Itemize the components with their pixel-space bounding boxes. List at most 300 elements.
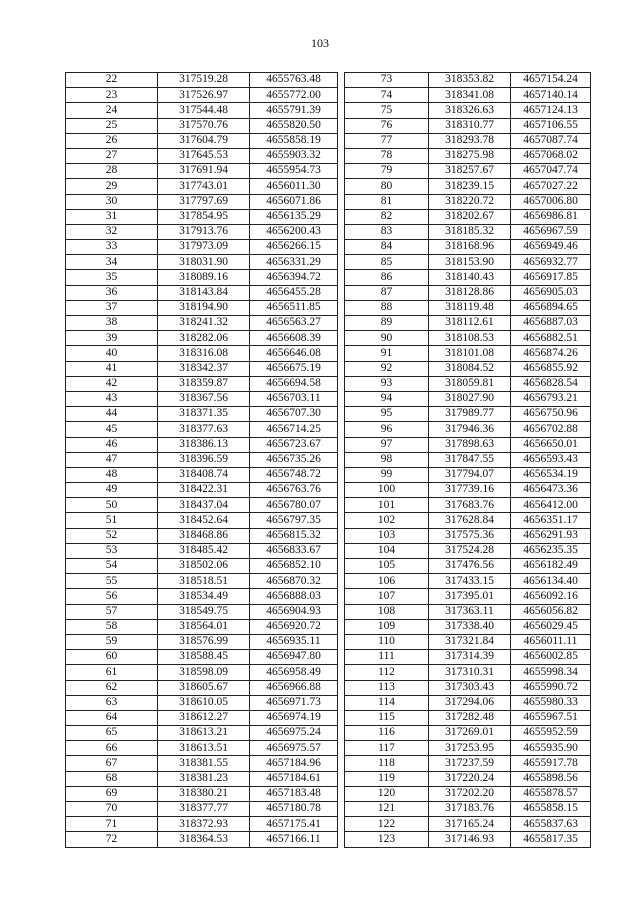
point-number-cell: 102 bbox=[345, 513, 429, 528]
point-number-cell: 94 bbox=[345, 391, 429, 406]
point-number-cell: 69 bbox=[66, 786, 158, 801]
point-number-cell: 100 bbox=[345, 483, 429, 498]
table-row bbox=[66, 194, 338, 209]
point-number-cell: 73 bbox=[345, 73, 429, 88]
table-row bbox=[345, 179, 591, 194]
point-number-cell: 53 bbox=[66, 543, 158, 558]
y-coordinate-cell: 4656703.11 bbox=[250, 391, 338, 406]
y-coordinate-cell: 4656986.81 bbox=[511, 209, 591, 224]
y-coordinate-cell: 4656694.58 bbox=[250, 376, 338, 391]
y-coordinate-cell: 4655898.56 bbox=[511, 771, 591, 786]
y-coordinate-cell: 4656092.16 bbox=[511, 589, 591, 604]
x-coordinate-cell: 318605.67 bbox=[158, 680, 250, 695]
point-number-cell: 112 bbox=[345, 665, 429, 680]
table-row bbox=[345, 391, 591, 406]
x-coordinate-cell: 318468.86 bbox=[158, 528, 250, 543]
y-coordinate-cell: 4656966.88 bbox=[250, 680, 338, 695]
x-coordinate-cell: 317739.16 bbox=[429, 483, 511, 498]
table-row bbox=[345, 771, 591, 786]
table-row bbox=[66, 316, 338, 331]
y-coordinate-cell: 4655772.00 bbox=[250, 88, 338, 103]
point-number-cell: 77 bbox=[345, 133, 429, 148]
x-coordinate-cell: 318518.51 bbox=[158, 574, 250, 589]
y-coordinate-cell: 4656534.19 bbox=[511, 467, 591, 482]
table-row bbox=[345, 528, 591, 543]
x-coordinate-cell: 317898.63 bbox=[429, 437, 511, 452]
point-number-cell: 38 bbox=[66, 316, 158, 331]
table-row bbox=[345, 832, 591, 847]
table-row bbox=[345, 88, 591, 103]
point-number-cell: 89 bbox=[345, 316, 429, 331]
y-coordinate-cell: 4656887.03 bbox=[511, 316, 591, 331]
table-row bbox=[345, 756, 591, 771]
point-number-cell: 92 bbox=[345, 361, 429, 376]
point-number-cell: 111 bbox=[345, 650, 429, 665]
y-coordinate-cell: 4655917.78 bbox=[511, 756, 591, 771]
x-coordinate-cell: 318534.49 bbox=[158, 589, 250, 604]
table-row bbox=[66, 513, 338, 528]
table-row bbox=[345, 361, 591, 376]
table-row bbox=[345, 103, 591, 118]
point-number-cell: 48 bbox=[66, 467, 158, 482]
y-coordinate-cell: 4656750.96 bbox=[511, 407, 591, 422]
point-number-cell: 122 bbox=[345, 817, 429, 832]
table-row bbox=[345, 209, 591, 224]
x-coordinate-cell: 317165.24 bbox=[429, 817, 511, 832]
point-number-cell: 66 bbox=[66, 741, 158, 756]
x-coordinate-cell: 318613.21 bbox=[158, 726, 250, 741]
y-coordinate-cell: 4656650.01 bbox=[511, 437, 591, 452]
point-number-cell: 22 bbox=[66, 73, 158, 88]
x-coordinate-cell: 318194.90 bbox=[158, 300, 250, 315]
point-number-cell: 37 bbox=[66, 300, 158, 315]
x-coordinate-cell: 317303.43 bbox=[429, 680, 511, 695]
coordinates-table-right bbox=[344, 72, 591, 848]
y-coordinate-cell: 4656563.27 bbox=[250, 316, 338, 331]
point-number-cell: 35 bbox=[66, 270, 158, 285]
x-coordinate-cell: 318371.35 bbox=[158, 407, 250, 422]
point-number-cell: 36 bbox=[66, 285, 158, 300]
y-coordinate-cell: 4656958.49 bbox=[250, 665, 338, 680]
x-coordinate-cell: 317269.01 bbox=[429, 726, 511, 741]
y-coordinate-cell: 4655935.90 bbox=[511, 741, 591, 756]
x-coordinate-cell: 318168.96 bbox=[429, 240, 511, 255]
x-coordinate-cell: 317794.07 bbox=[429, 467, 511, 482]
y-coordinate-cell: 4657047.74 bbox=[511, 164, 591, 179]
x-coordinate-cell: 317183.76 bbox=[429, 802, 511, 817]
table-row bbox=[66, 786, 338, 801]
table-row bbox=[345, 331, 591, 346]
x-coordinate-cell: 318257.67 bbox=[429, 164, 511, 179]
y-coordinate-cell: 4657166.11 bbox=[250, 832, 338, 847]
x-coordinate-cell: 318119.48 bbox=[429, 300, 511, 315]
x-coordinate-cell: 318380.21 bbox=[158, 786, 250, 801]
point-number-cell: 42 bbox=[66, 376, 158, 391]
point-number-cell: 82 bbox=[345, 209, 429, 224]
point-number-cell: 103 bbox=[345, 528, 429, 543]
point-number-cell: 57 bbox=[66, 604, 158, 619]
x-coordinate-cell: 318485.42 bbox=[158, 543, 250, 558]
table-row bbox=[66, 574, 338, 589]
y-coordinate-cell: 4655837.63 bbox=[511, 817, 591, 832]
table-row bbox=[66, 437, 338, 452]
x-coordinate-cell: 318282.06 bbox=[158, 331, 250, 346]
point-number-cell: 52 bbox=[66, 528, 158, 543]
x-coordinate-cell: 318059.81 bbox=[429, 376, 511, 391]
table-row bbox=[345, 224, 591, 239]
table-row bbox=[345, 650, 591, 665]
x-coordinate-cell: 318153.90 bbox=[429, 255, 511, 270]
x-coordinate-cell: 318342.37 bbox=[158, 361, 250, 376]
y-coordinate-cell: 4656714.25 bbox=[250, 422, 338, 437]
table-row bbox=[345, 73, 591, 88]
y-coordinate-cell: 4656608.39 bbox=[250, 331, 338, 346]
y-coordinate-cell: 4655954.73 bbox=[250, 164, 338, 179]
point-number-cell: 90 bbox=[345, 331, 429, 346]
x-coordinate-cell: 318422.31 bbox=[158, 483, 250, 498]
table-row bbox=[345, 467, 591, 482]
point-number-cell: 45 bbox=[66, 422, 158, 437]
x-coordinate-cell: 317310.31 bbox=[429, 665, 511, 680]
x-coordinate-cell: 318108.53 bbox=[429, 331, 511, 346]
y-coordinate-cell: 4656646.08 bbox=[250, 346, 338, 361]
table-row bbox=[66, 240, 338, 255]
table-row bbox=[66, 407, 338, 422]
table-row bbox=[345, 498, 591, 513]
point-number-cell: 46 bbox=[66, 437, 158, 452]
point-number-cell: 101 bbox=[345, 498, 429, 513]
y-coordinate-cell: 4656855.92 bbox=[511, 361, 591, 376]
y-coordinate-cell: 4656707.30 bbox=[250, 407, 338, 422]
y-coordinate-cell: 4656947.80 bbox=[250, 650, 338, 665]
x-coordinate-cell: 318316.08 bbox=[158, 346, 250, 361]
table-row bbox=[66, 604, 338, 619]
x-coordinate-cell: 318396.59 bbox=[158, 452, 250, 467]
table-row bbox=[66, 209, 338, 224]
page-number: 103 bbox=[311, 36, 329, 50]
x-coordinate-cell: 318202.67 bbox=[429, 209, 511, 224]
y-coordinate-cell: 4656134.40 bbox=[511, 574, 591, 589]
table-row bbox=[66, 285, 338, 300]
x-coordinate-cell: 318381.23 bbox=[158, 771, 250, 786]
point-number-cell: 64 bbox=[66, 710, 158, 725]
y-coordinate-cell: 4656412.00 bbox=[511, 498, 591, 513]
x-coordinate-cell: 317913.76 bbox=[158, 224, 250, 239]
table-row bbox=[345, 407, 591, 422]
x-coordinate-cell: 317314.39 bbox=[429, 650, 511, 665]
table-row bbox=[66, 650, 338, 665]
table-row bbox=[66, 164, 338, 179]
point-number-cell: 56 bbox=[66, 589, 158, 604]
point-number-cell: 84 bbox=[345, 240, 429, 255]
table-row bbox=[345, 513, 591, 528]
y-coordinate-cell: 4657180.78 bbox=[250, 802, 338, 817]
table-row bbox=[66, 710, 338, 725]
x-coordinate-cell: 318353.82 bbox=[429, 73, 511, 88]
point-number-cell: 105 bbox=[345, 559, 429, 574]
x-coordinate-cell: 317321.84 bbox=[429, 634, 511, 649]
table-row bbox=[66, 452, 338, 467]
table-row bbox=[345, 422, 591, 437]
y-coordinate-cell: 4656935.11 bbox=[250, 634, 338, 649]
x-coordinate-cell: 317570.76 bbox=[158, 118, 250, 133]
point-number-cell: 110 bbox=[345, 634, 429, 649]
x-coordinate-cell: 318359.87 bbox=[158, 376, 250, 391]
point-number-cell: 118 bbox=[345, 756, 429, 771]
y-coordinate-cell: 4656917.85 bbox=[511, 270, 591, 285]
y-coordinate-cell: 4656394.72 bbox=[250, 270, 338, 285]
point-number-cell: 24 bbox=[66, 103, 158, 118]
table-row bbox=[66, 756, 338, 771]
y-coordinate-cell: 4655817.35 bbox=[511, 832, 591, 847]
table-row bbox=[345, 619, 591, 634]
y-coordinate-cell: 4656266.15 bbox=[250, 240, 338, 255]
table-row bbox=[345, 559, 591, 574]
table-row bbox=[66, 255, 338, 270]
y-coordinate-cell: 4656833.67 bbox=[250, 543, 338, 558]
y-coordinate-cell: 4656593.43 bbox=[511, 452, 591, 467]
point-number-cell: 59 bbox=[66, 634, 158, 649]
table-row bbox=[345, 726, 591, 741]
point-number-cell: 23 bbox=[66, 88, 158, 103]
x-coordinate-cell: 318239.15 bbox=[429, 179, 511, 194]
point-number-cell: 85 bbox=[345, 255, 429, 270]
point-number-cell: 50 bbox=[66, 498, 158, 513]
table-row bbox=[66, 270, 338, 285]
y-coordinate-cell: 4656331.29 bbox=[250, 255, 338, 270]
y-coordinate-cell: 4657087.74 bbox=[511, 133, 591, 148]
x-coordinate-cell: 318564.01 bbox=[158, 619, 250, 634]
table-row bbox=[66, 498, 338, 513]
table-row bbox=[66, 300, 338, 315]
y-coordinate-cell: 4655980.33 bbox=[511, 695, 591, 710]
table-row bbox=[345, 346, 591, 361]
table-row bbox=[66, 726, 338, 741]
x-coordinate-cell: 318031.90 bbox=[158, 255, 250, 270]
point-number-cell: 68 bbox=[66, 771, 158, 786]
point-number-cell: 114 bbox=[345, 695, 429, 710]
table-row bbox=[345, 300, 591, 315]
table-row bbox=[66, 133, 338, 148]
table-row bbox=[66, 695, 338, 710]
point-number-cell: 120 bbox=[345, 786, 429, 801]
y-coordinate-cell: 4655998.34 bbox=[511, 665, 591, 680]
table-row bbox=[66, 376, 338, 391]
y-coordinate-cell: 4656011.30 bbox=[250, 179, 338, 194]
point-number-cell: 88 bbox=[345, 300, 429, 315]
table-row bbox=[345, 194, 591, 209]
point-number-cell: 78 bbox=[345, 148, 429, 163]
y-coordinate-cell: 4656932.77 bbox=[511, 255, 591, 270]
x-coordinate-cell: 317691.94 bbox=[158, 164, 250, 179]
point-number-cell: 27 bbox=[66, 148, 158, 163]
y-coordinate-cell: 4657124.13 bbox=[511, 103, 591, 118]
point-number-cell: 87 bbox=[345, 285, 429, 300]
y-coordinate-cell: 4655791.39 bbox=[250, 103, 338, 118]
point-number-cell: 71 bbox=[66, 817, 158, 832]
point-number-cell: 26 bbox=[66, 133, 158, 148]
table-row bbox=[66, 422, 338, 437]
table-row bbox=[66, 559, 338, 574]
x-coordinate-cell: 318408.74 bbox=[158, 467, 250, 482]
table-row bbox=[66, 391, 338, 406]
table-row bbox=[345, 802, 591, 817]
point-number-cell: 67 bbox=[66, 756, 158, 771]
x-coordinate-cell: 318112.61 bbox=[429, 316, 511, 331]
y-coordinate-cell: 4656182.49 bbox=[511, 559, 591, 574]
x-coordinate-cell: 318452.64 bbox=[158, 513, 250, 528]
table-row bbox=[66, 88, 338, 103]
x-coordinate-cell: 317220.24 bbox=[429, 771, 511, 786]
y-coordinate-cell: 4656905.03 bbox=[511, 285, 591, 300]
point-number-cell: 119 bbox=[345, 771, 429, 786]
point-number-cell: 43 bbox=[66, 391, 158, 406]
point-number-cell: 121 bbox=[345, 802, 429, 817]
y-coordinate-cell: 4657027.22 bbox=[511, 179, 591, 194]
x-coordinate-cell: 317946.36 bbox=[429, 422, 511, 437]
table-row bbox=[345, 483, 591, 498]
point-number-cell: 54 bbox=[66, 559, 158, 574]
point-number-cell: 108 bbox=[345, 604, 429, 619]
x-coordinate-cell: 318326.63 bbox=[429, 103, 511, 118]
point-number-cell: 109 bbox=[345, 619, 429, 634]
x-coordinate-cell: 317847.55 bbox=[429, 452, 511, 467]
point-number-cell: 107 bbox=[345, 589, 429, 604]
x-coordinate-cell: 317797.69 bbox=[158, 194, 250, 209]
x-coordinate-cell: 317338.40 bbox=[429, 619, 511, 634]
y-coordinate-cell: 4656967.59 bbox=[511, 224, 591, 239]
y-coordinate-cell: 4656780.07 bbox=[250, 498, 338, 513]
y-coordinate-cell: 4657184.61 bbox=[250, 771, 338, 786]
y-coordinate-cell: 4656011.11 bbox=[511, 634, 591, 649]
point-number-cell: 79 bbox=[345, 164, 429, 179]
x-coordinate-cell: 317973.09 bbox=[158, 240, 250, 255]
x-coordinate-cell: 317519.28 bbox=[158, 73, 250, 88]
table-row bbox=[66, 619, 338, 634]
x-coordinate-cell: 318576.99 bbox=[158, 634, 250, 649]
y-coordinate-cell: 4655820.50 bbox=[250, 118, 338, 133]
y-coordinate-cell: 4656894.65 bbox=[511, 300, 591, 315]
y-coordinate-cell: 4656971.73 bbox=[250, 695, 338, 710]
point-number-cell: 63 bbox=[66, 695, 158, 710]
point-number-cell: 116 bbox=[345, 726, 429, 741]
x-coordinate-cell: 317854.95 bbox=[158, 209, 250, 224]
y-coordinate-cell: 4656870.32 bbox=[250, 574, 338, 589]
y-coordinate-cell: 4655952.59 bbox=[511, 726, 591, 741]
table-row bbox=[345, 543, 591, 558]
table-row bbox=[66, 589, 338, 604]
table-row bbox=[345, 316, 591, 331]
point-number-cell: 55 bbox=[66, 574, 158, 589]
y-coordinate-cell: 4656975.24 bbox=[250, 726, 338, 741]
table-row bbox=[66, 361, 338, 376]
y-coordinate-cell: 4656723.67 bbox=[250, 437, 338, 452]
y-coordinate-cell: 4656735.26 bbox=[250, 452, 338, 467]
x-coordinate-cell: 317575.36 bbox=[429, 528, 511, 543]
table-row bbox=[345, 710, 591, 725]
x-coordinate-cell: 318364.53 bbox=[158, 832, 250, 847]
x-coordinate-cell: 318386.13 bbox=[158, 437, 250, 452]
x-coordinate-cell: 317253.95 bbox=[429, 741, 511, 756]
table-row bbox=[66, 483, 338, 498]
x-coordinate-cell: 317645.53 bbox=[158, 148, 250, 163]
y-coordinate-cell: 4656874.26 bbox=[511, 346, 591, 361]
point-number-cell: 61 bbox=[66, 665, 158, 680]
table-row bbox=[345, 817, 591, 832]
y-coordinate-cell: 4656291.93 bbox=[511, 528, 591, 543]
y-coordinate-cell: 4655878.57 bbox=[511, 786, 591, 801]
y-coordinate-cell: 4656797.35 bbox=[250, 513, 338, 528]
point-number-cell: 49 bbox=[66, 483, 158, 498]
x-coordinate-cell: 317282.48 bbox=[429, 710, 511, 725]
y-coordinate-cell: 4657006.80 bbox=[511, 194, 591, 209]
y-coordinate-cell: 4657068.02 bbox=[511, 148, 591, 163]
point-number-cell: 93 bbox=[345, 376, 429, 391]
point-number-cell: 98 bbox=[345, 452, 429, 467]
x-coordinate-cell: 317989.77 bbox=[429, 407, 511, 422]
x-coordinate-cell: 318598.09 bbox=[158, 665, 250, 680]
x-coordinate-cell: 317395.01 bbox=[429, 589, 511, 604]
x-coordinate-cell: 317294.06 bbox=[429, 695, 511, 710]
table-row bbox=[345, 437, 591, 452]
x-coordinate-cell: 318220.72 bbox=[429, 194, 511, 209]
table-row bbox=[345, 665, 591, 680]
point-number-cell: 97 bbox=[345, 437, 429, 452]
x-coordinate-cell: 317628.84 bbox=[429, 513, 511, 528]
table-row bbox=[66, 634, 338, 649]
point-number-cell: 51 bbox=[66, 513, 158, 528]
x-coordinate-cell: 317683.76 bbox=[429, 498, 511, 513]
table-row bbox=[66, 467, 338, 482]
y-coordinate-cell: 4657184.96 bbox=[250, 756, 338, 771]
coordinates-table-right-body bbox=[345, 73, 591, 848]
table-row bbox=[66, 179, 338, 194]
x-coordinate-cell: 318310.77 bbox=[429, 118, 511, 133]
x-coordinate-cell: 318612.27 bbox=[158, 710, 250, 725]
point-number-cell: 44 bbox=[66, 407, 158, 422]
y-coordinate-cell: 4656904.93 bbox=[250, 604, 338, 619]
table-row bbox=[345, 741, 591, 756]
y-coordinate-cell: 4656748.72 bbox=[250, 467, 338, 482]
x-coordinate-cell: 317526.97 bbox=[158, 88, 250, 103]
x-coordinate-cell: 317363.11 bbox=[429, 604, 511, 619]
x-coordinate-cell: 318089.16 bbox=[158, 270, 250, 285]
x-coordinate-cell: 318610.05 bbox=[158, 695, 250, 710]
table-row bbox=[345, 148, 591, 163]
point-number-cell: 40 bbox=[66, 346, 158, 361]
y-coordinate-cell: 4657106.55 bbox=[511, 118, 591, 133]
point-number-cell: 58 bbox=[66, 619, 158, 634]
y-coordinate-cell: 4655990.72 bbox=[511, 680, 591, 695]
point-number-cell: 95 bbox=[345, 407, 429, 422]
x-coordinate-cell: 318588.45 bbox=[158, 650, 250, 665]
x-coordinate-cell: 317604.79 bbox=[158, 133, 250, 148]
point-number-cell: 104 bbox=[345, 543, 429, 558]
point-number-cell: 31 bbox=[66, 209, 158, 224]
point-number-cell: 29 bbox=[66, 179, 158, 194]
point-number-cell: 76 bbox=[345, 118, 429, 133]
table-row bbox=[66, 224, 338, 239]
point-number-cell: 60 bbox=[66, 650, 158, 665]
y-coordinate-cell: 4656135.29 bbox=[250, 209, 338, 224]
table-row bbox=[345, 240, 591, 255]
point-number-cell: 80 bbox=[345, 179, 429, 194]
table-row bbox=[66, 741, 338, 756]
table-row bbox=[66, 118, 338, 133]
point-number-cell: 47 bbox=[66, 452, 158, 467]
x-coordinate-cell: 318372.93 bbox=[158, 817, 250, 832]
point-number-cell: 72 bbox=[66, 832, 158, 847]
